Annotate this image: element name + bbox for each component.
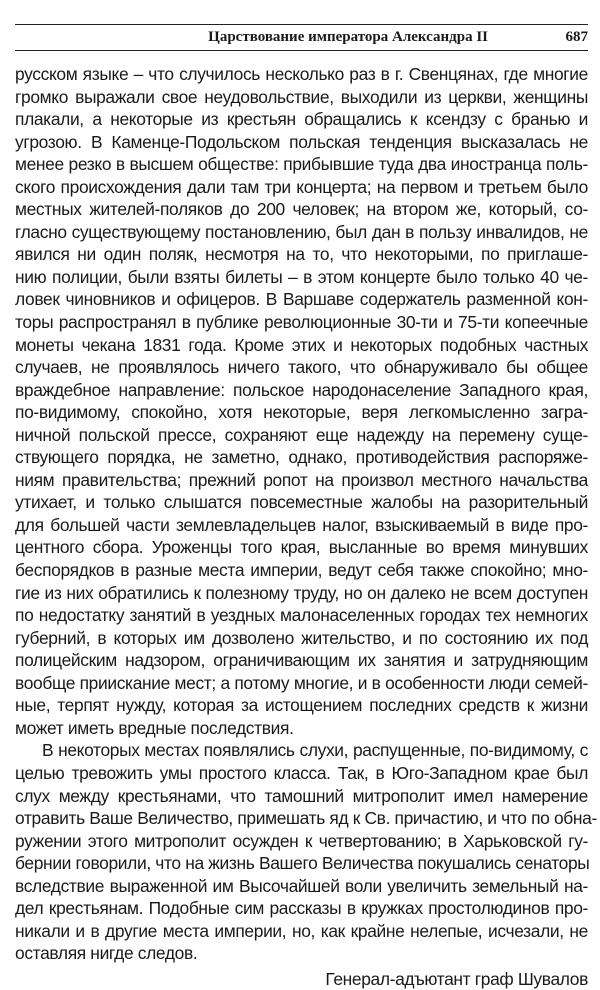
- text-line: отравить Ваше Величество, примешать яд к Св. причастию, и что по обна-: [15, 808, 597, 829]
- text-line: случаев, не проявлялось ничего такого, что обнаруживало бы общее: [15, 357, 588, 378]
- body-text: [15, 63, 597, 990]
- signature: Генерал-адъютант граф Шувалов: [325, 968, 588, 989]
- text-line: ружении этого митрополит осужден к четвертованию; в Харьковской гу-: [15, 830, 588, 851]
- text-line: явился ни один поляк, несмотря на то, что некоторыми, по приглаше-: [15, 244, 588, 265]
- text-line: полицейским надзором, ограничивающим их занятия и затрудняющим: [15, 650, 588, 671]
- paragraph-2: [15, 739, 597, 964]
- text-line: плакали, а некоторые из крестьян обращались к ксендзу с бранью и: [15, 109, 588, 130]
- text-line: ловек чиновников и офицеров. В Варшаве содержатель разменной кон-: [15, 289, 588, 310]
- text-line: вообще приискание мест; а потому многие, и в особенности люди семей-: [15, 672, 588, 693]
- text-line: беспорядков в разные места империи, ведут себя также спокойно; мно-: [15, 560, 588, 581]
- text-line: громко выражали свое неудовольствие, выходили из церкви, женщины: [15, 86, 588, 107]
- text-line: для большей части землевладельцев налог, взыскиваемый в виде про-: [15, 514, 588, 535]
- text-line: местных жителей-поляков до 200 человек; на втором же, который, со-: [15, 199, 588, 220]
- text-line: угрозою. В Каменце-Подольском польская тенденция высказалась не: [15, 131, 588, 152]
- text-line: целью тревожить умы простого класса. Так, в Юго-Западном крае был: [15, 762, 588, 783]
- running-header: [15, 24, 588, 51]
- running-title: Царствование императора Александра II: [208, 29, 488, 45]
- text-line: враждебное направление: польское народонаселение Западного края,: [15, 379, 588, 400]
- paragraph-1: [15, 63, 588, 739]
- text-line: русском языке – что случилось несколько раз в г. Свенцянах, где многие: [15, 64, 588, 84]
- text-line: ствующего порядка, не заметно, однако, противодействия распоряже-: [15, 447, 588, 468]
- text-line: дел крестьянам. Подобные сим рассказы в кружках простолюдинов про-: [15, 898, 588, 919]
- text-line: монеты чекана 1831 года. Кроме этих и некоторых подобных частных: [15, 334, 588, 355]
- text-line: ные, терпят нужду, которая за истощением последних средств к жизни: [15, 695, 588, 716]
- text-line: гласно существующему постановлению, был дан в пользу инвалидов, не: [15, 221, 588, 242]
- text-line: нию полиции, были взяты билеты – в этом концерте было только 40 че-: [15, 266, 588, 287]
- text-line: ского происхождения дали там три концерта; на первом и третьем было: [15, 176, 588, 197]
- text-line: может иметь вредные последствия.: [15, 717, 294, 738]
- text-line: по недостатку занятий в уездных малонаселенных городах тех немногих: [15, 605, 588, 626]
- text-line: губерний, в которых им дозволено жительство, и по состоянию их под: [15, 627, 588, 648]
- text-line: ничной польской прессе, сохраняют еще надежду на перемену суще-: [15, 424, 588, 445]
- text-line: ниям правительства; прежний ропот на произвол местного начальства: [15, 469, 588, 490]
- text-line: вследствие выраженной им Высочайшей воли увеличить земельный на-: [15, 875, 588, 896]
- text-line: гие из них обратились к полезному труду, но он далеко не всем доступен: [15, 582, 588, 603]
- text-line: торы распространял в публике революционные 30-ти и 75-ти копеечные: [15, 312, 588, 333]
- text-line: утихает, и только слышатся повсеместные жалобы на разорительный: [15, 492, 588, 513]
- text-line: В некоторых местах появлялись слухи, распущенные, по-видимому, с: [42, 740, 588, 761]
- text-line: менее резко в высшем обществе: прибывшие туда два иностранца поль-: [15, 154, 588, 175]
- page-number: 687: [565, 29, 588, 45]
- text-line: центного сбора. Уроженцы того края, высланные во время минувших: [15, 537, 588, 558]
- text-line: никали и в другие места империи, но, как крайне нелепые, исчезали, не: [15, 920, 588, 941]
- text-line: оставляя нигде следов.: [15, 943, 198, 964]
- text-line: слух между крестьянами, что тамошний митрополит имел намерение: [15, 785, 588, 806]
- text-line: по-видимому, спокойно, хотя некоторые, веря легкомысленно загра-: [15, 402, 588, 423]
- text-line: бернии говорили, что на жизнь Вашего Величества покушались сенаторы: [15, 853, 590, 874]
